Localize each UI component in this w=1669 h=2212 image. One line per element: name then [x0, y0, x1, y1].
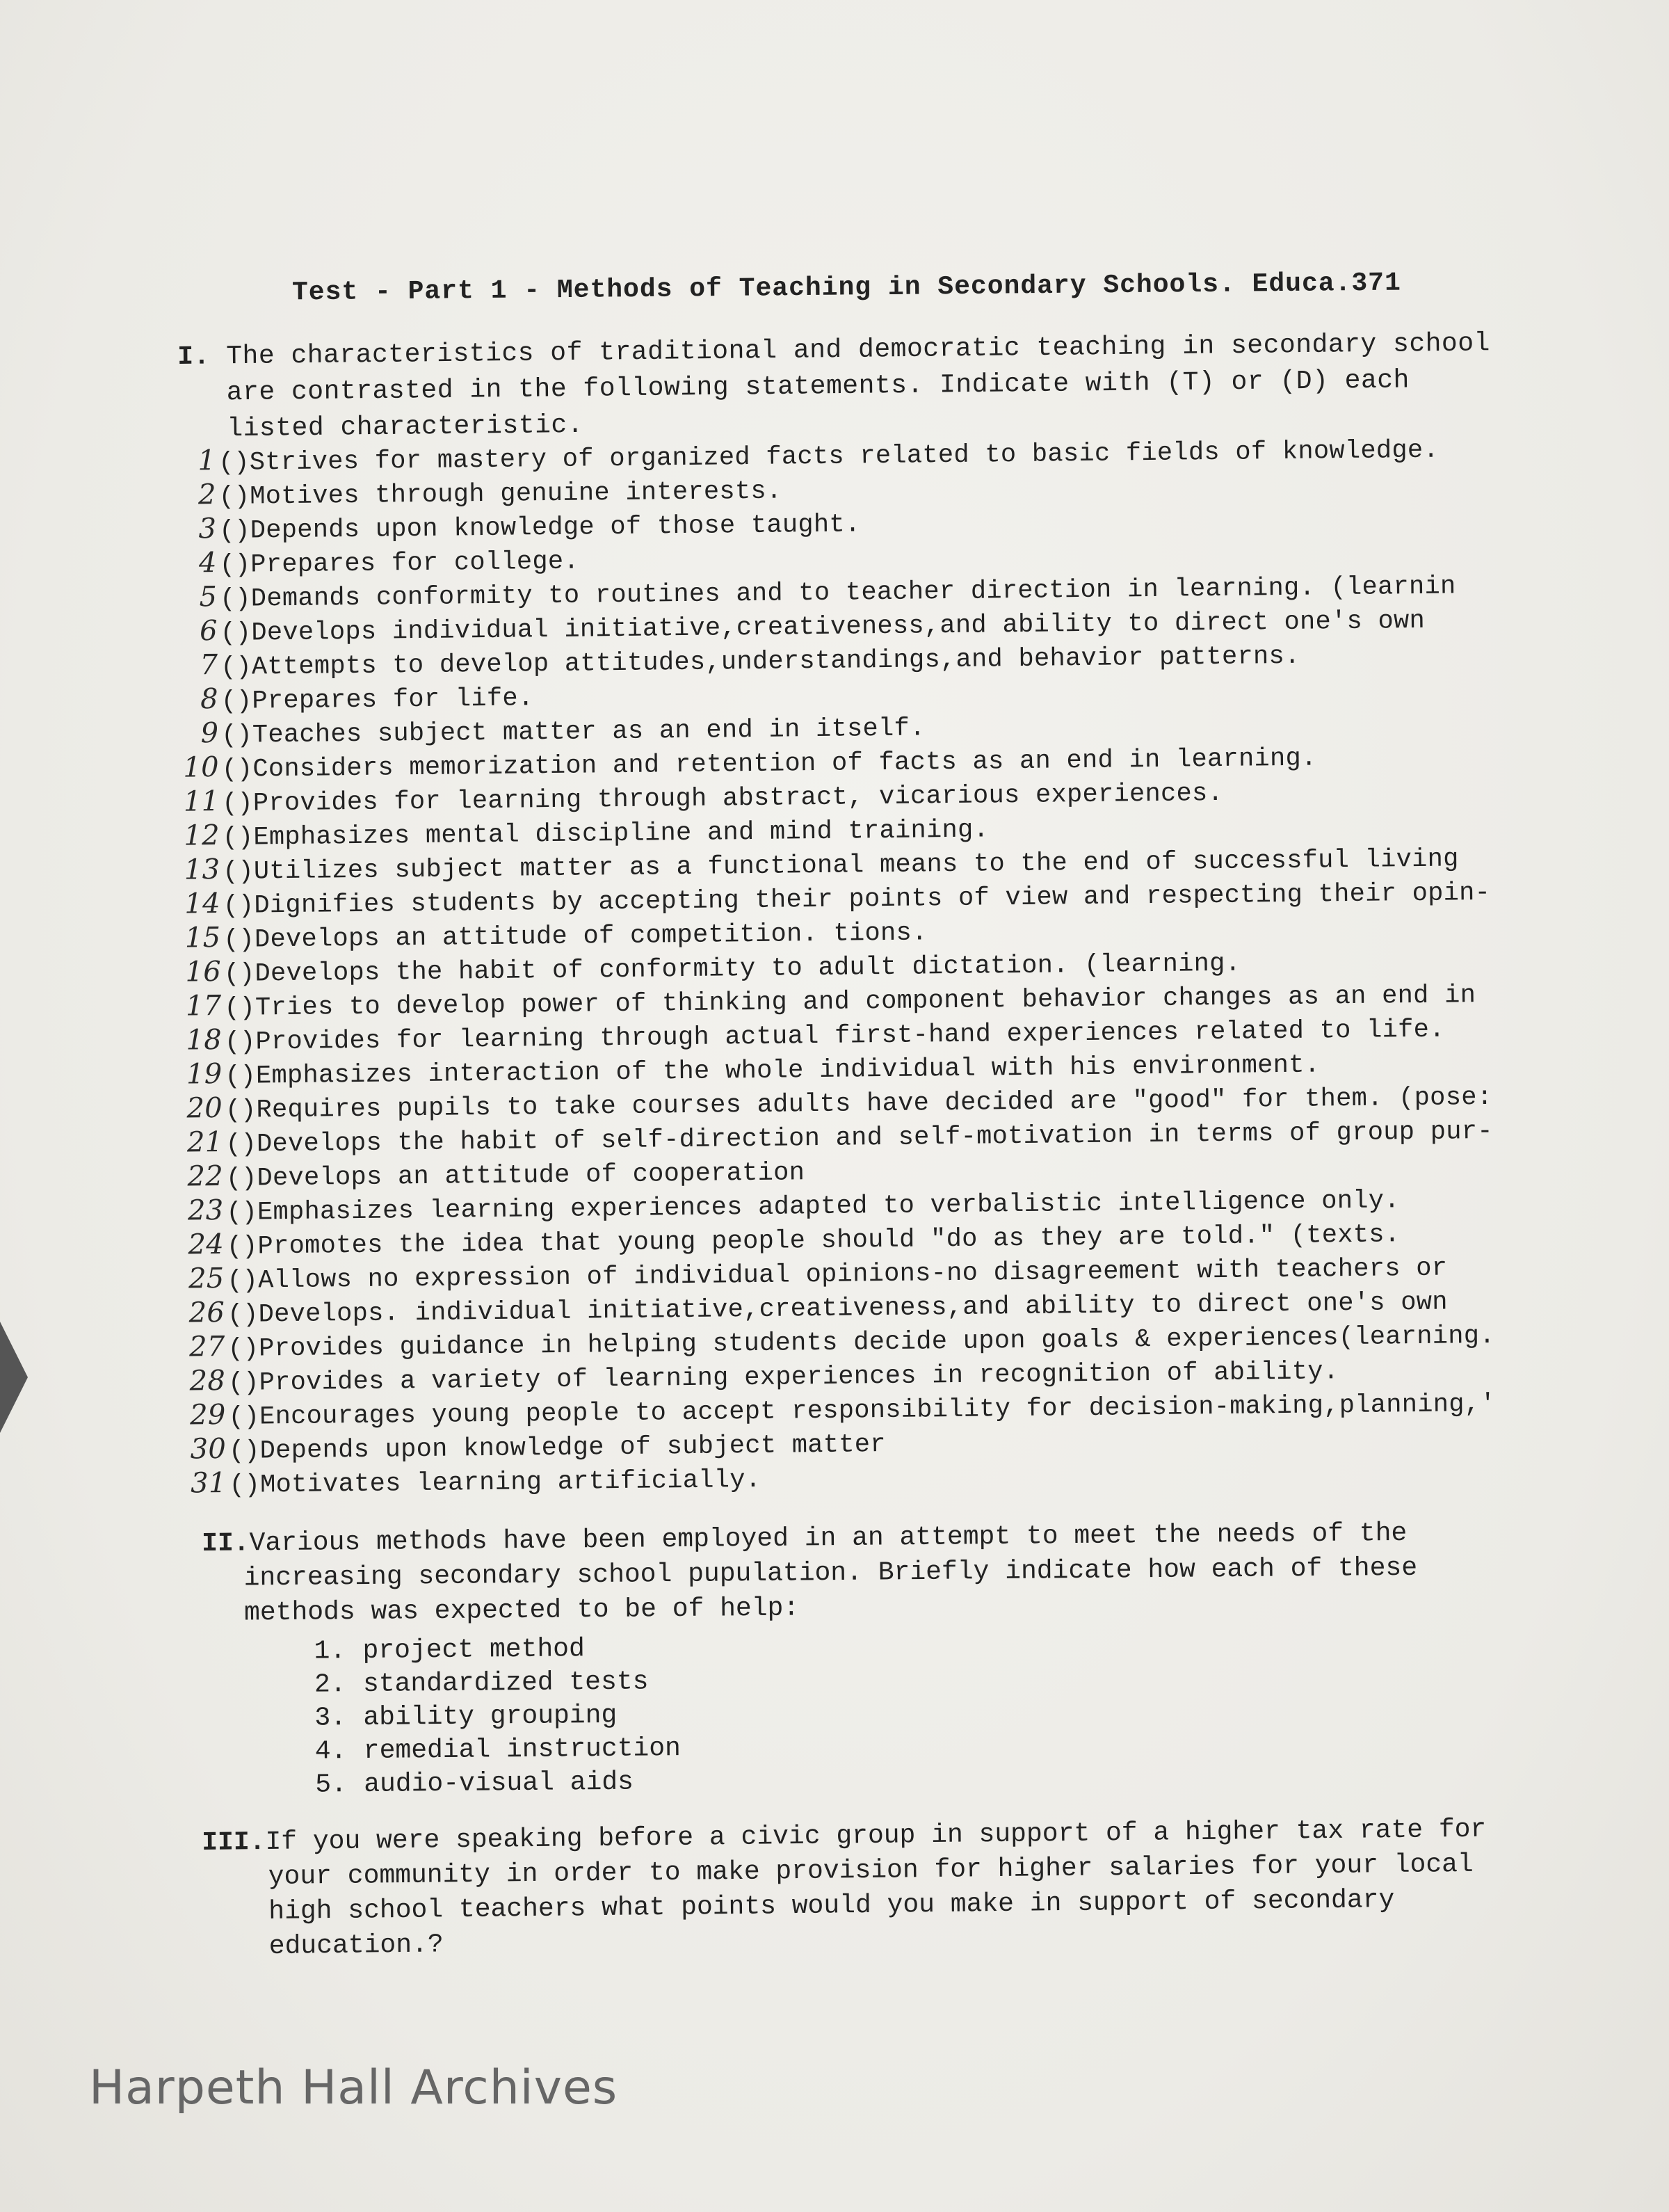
item-text: Develops individual initiative,creativeness,and ability to direct one's own [251, 606, 1426, 648]
answer-blank-close: ) [235, 584, 252, 614]
item-number: 25 [188, 1262, 225, 1295]
answer-blank-close: ) [243, 1334, 259, 1364]
answer-blank-close: ) [234, 516, 251, 546]
section-3-line-2: your community in order to make provision for higher salaries for your local [268, 1849, 1474, 1892]
item-number: 17 [185, 990, 222, 1023]
answer-blank-close: ) [243, 1402, 260, 1432]
answer-blank-close: ) [237, 823, 254, 853]
answer-blank-close: ) [239, 993, 256, 1023]
answer-blank-close: ) [234, 448, 250, 478]
item-text: Allows no expression of individual opinions-no disagreement with teachers or [257, 1253, 1448, 1296]
item-text: Depends upon knowledge of those taught. [250, 510, 861, 546]
item-number: 21 [186, 1126, 223, 1159]
item-text: Provides a variety of learning experiences in recognition of ability. [259, 1357, 1339, 1398]
section-3-line-1: If you were speaking before a civic group in support of a higher tax rate for [265, 1814, 1487, 1858]
item-number: 3 [198, 513, 217, 545]
answer-blank: ( [225, 1061, 241, 1091]
item-number: 2 [197, 479, 216, 511]
instructions-line-1: The characteristics of traditional and democratic teaching in secondary school [226, 328, 1491, 372]
answer-blank: ( [220, 584, 236, 615]
item-number: 22 [187, 1160, 224, 1193]
answer-blank: ( [218, 482, 235, 513]
method-text: project method [362, 1634, 586, 1666]
answer-blank: ( [223, 925, 240, 955]
answer-blank: ( [228, 1402, 245, 1432]
answer-blank: ( [225, 1130, 242, 1160]
item-text: Promotes the idea that young people should "do as they are told." (texts. [257, 1220, 1401, 1262]
answer-blank-close: ) [235, 618, 252, 648]
answer-blank-close: ) [244, 1470, 261, 1500]
answer-blank-close: ) [236, 755, 253, 785]
item-text: Prepares for life. [252, 684, 534, 716]
item-number: 30 [190, 1432, 227, 1466]
section-2-line-2: increasing secondary school pupulation. Briefly indicate how each of these [243, 1553, 1418, 1594]
answer-blank: ( [221, 721, 238, 751]
item-number: 27 [188, 1330, 225, 1363]
answer-blank: ( [227, 1300, 243, 1330]
section-2 [202, 1515, 1525, 1802]
answer-blank-close: ) [238, 891, 255, 921]
item-number: 28 [189, 1364, 226, 1397]
method-number: 4. [314, 1736, 347, 1767]
answer-blank-close: ) [234, 550, 251, 580]
item-text: Develops an attitude of competition. tions. [254, 918, 928, 955]
test-title: Test - Part 1 - Methods of Teaching in Secondary Schools. Educa.371 [291, 268, 1402, 308]
method-number: 1. [314, 1636, 346, 1667]
item-number: 31 [190, 1466, 227, 1500]
answer-blank: ( [226, 1198, 243, 1228]
item-text: Provides guidance in helping students decide upon goals & experiences(learning. [258, 1321, 1496, 1364]
answer-blank: ( [224, 993, 241, 1023]
item-number: 10 [183, 751, 220, 784]
section-3-line-4: education.? [268, 1930, 444, 1962]
answer-blank: ( [228, 1436, 245, 1466]
answer-blank: ( [219, 516, 236, 547]
answer-blank: ( [218, 448, 235, 479]
answer-blank-close: ) [242, 1266, 259, 1296]
answer-blank: ( [226, 1232, 243, 1262]
answer-blank-close: ) [240, 1061, 257, 1091]
answer-blank-close: ) [242, 1300, 259, 1330]
item-text: Encourages young people to accept responsibility for decision-making,planning,' [259, 1389, 1497, 1432]
item-number: 29 [189, 1398, 226, 1432]
answer-blank: ( [222, 823, 239, 853]
item-number: 15 [184, 922, 221, 954]
answer-blank: ( [221, 755, 238, 785]
item-text: Emphasizes interaction of the whole individual with his environment. [255, 1050, 1321, 1091]
item-number: 11 [183, 785, 220, 818]
answer-blank: ( [225, 1164, 242, 1194]
item-number: 8 [200, 683, 219, 716]
answer-blank-close: ) [243, 1436, 260, 1466]
answer-blank-close: ) [234, 482, 250, 512]
section-3-numeral: III. [202, 1827, 266, 1858]
item-text: Demands conformity to routines and to teacher direction in learning. (learnin [250, 572, 1456, 614]
answer-blank: ( [227, 1368, 244, 1398]
item-text: Provides for learning through abstract, vicarious experiences. [252, 778, 1224, 819]
characteristics-list [153, 431, 1583, 1502]
answer-blank: ( [224, 1027, 241, 1057]
method-text: remedial instruction [363, 1733, 682, 1766]
answer-blank-close: ) [236, 721, 253, 751]
section-1-instructions [177, 325, 1570, 448]
item-number: 18 [186, 1024, 223, 1057]
item-text: Motives through genuine interests. [250, 476, 782, 512]
answer-blank-close: ) [239, 1027, 256, 1057]
item-text: Attempts to develop attitudes,understandings,and behavior patterns. [251, 641, 1300, 682]
section-3 [202, 1811, 1566, 1965]
answer-blank-close: ) [236, 687, 252, 716]
answer-blank: ( [220, 687, 237, 716]
answer-blank-close: ) [237, 789, 254, 819]
item-number: 14 [184, 888, 221, 920]
page-edge-mark [0, 1322, 28, 1433]
answer-blank-close: ) [239, 925, 255, 955]
item-number: 5 [199, 581, 218, 614]
item-number: 19 [186, 1058, 223, 1091]
answer-blank: ( [220, 618, 236, 648]
item-number: 24 [188, 1228, 225, 1261]
item-number: 16 [185, 956, 222, 988]
item-text: Emphasizes learning experiences adapted to verbalistic intelligence only. [257, 1186, 1400, 1228]
answer-blank: ( [229, 1470, 245, 1500]
item-number: 20 [186, 1092, 223, 1125]
archive-watermark: Harpeth Hall Archives [89, 2060, 618, 2115]
item-text: Requires pupils to take courses adults have decided are "good" for them. (pose: [256, 1082, 1493, 1125]
item-number: 13 [184, 853, 220, 886]
item-number: 4 [198, 547, 218, 579]
item-number: 9 [200, 717, 219, 750]
item-text: Considers memorization and retention of facts as an end in learning. [252, 744, 1317, 785]
answer-blank: ( [223, 857, 239, 887]
answer-blank: ( [227, 1266, 243, 1296]
item-text: Strives for mastery of organized facts related to basic fields of knowledge. [249, 435, 1440, 478]
item-text: Prepares for college. [250, 547, 580, 580]
item-number: 7 [200, 649, 218, 682]
item-number: 12 [184, 819, 220, 852]
answer-blank: ( [223, 891, 239, 921]
section-2-line-1: Various methods have been employed in an attempt to meet the needs of the [249, 1518, 1408, 1559]
methods-list [202, 1624, 1525, 1802]
item-number: 23 [187, 1194, 224, 1227]
instructions-line-3: listed characteristic. [227, 410, 584, 444]
instructions-line-2: are contrasted in the following statements. Indicate with (T) or (D) each [226, 365, 1410, 408]
section-2-line-3: methods was expected to be of help: [243, 1593, 800, 1628]
item-text: Provides for learning through actual first-hand experiences related to life. [255, 1015, 1445, 1057]
item-number: 26 [188, 1296, 225, 1329]
item-text: Develops. individual initiative,creativeness,and ability to direct one's own [258, 1288, 1449, 1330]
method-number: 3. [314, 1703, 347, 1733]
item-text: Tries to develop power of thinking and component behavior changes as an end in [255, 981, 1476, 1023]
answer-blank: ( [220, 652, 237, 682]
item-text: Emphasizes mental discipline and mind training. [253, 815, 990, 853]
item-text: Teaches subject matter as an end in itself. [252, 714, 926, 751]
method-text: ability grouping [363, 1700, 618, 1733]
answer-blank-close: ) [243, 1368, 259, 1398]
answer-blank-close: ) [238, 857, 255, 887]
method-text: standardized tests [362, 1667, 649, 1699]
item-text: Develops an attitude of cooperation [257, 1158, 805, 1194]
answer-blank-close: ) [241, 1130, 257, 1160]
answer-blank-close: ) [241, 1232, 258, 1262]
answer-blank: ( [223, 959, 240, 989]
item-number: 1 [197, 444, 216, 477]
answer-blank-close: ) [241, 1164, 257, 1194]
item-text: Depends upon knowledge of subject matter [259, 1430, 886, 1466]
item-text: Utilizes subject matter as a functional means to the end of successful living [253, 844, 1459, 887]
answer-blank-close: ) [241, 1198, 258, 1228]
answer-blank: ( [222, 789, 239, 819]
answer-blank-close: ) [240, 1096, 257, 1125]
section-3-line-3: high school teachers what points would you make in support of secondary [268, 1885, 1395, 1927]
answer-blank-close: ) [239, 959, 255, 989]
answer-blank-close: ) [236, 652, 252, 682]
item-text: Motivates learning artificially. [259, 1465, 761, 1500]
answer-blank: ( [227, 1334, 244, 1364]
method-text: audio-visual aids [364, 1767, 634, 1800]
item-text: Dignifies students by accepting their points of view and respecting their opin- [254, 878, 1491, 921]
section-2-numeral: II. [202, 1528, 250, 1559]
answer-blank: ( [219, 550, 236, 581]
section-1-numeral: I. [177, 342, 211, 372]
method-number: 2. [314, 1669, 346, 1700]
method-number: 5. [315, 1770, 348, 1800]
answer-blank: ( [225, 1096, 241, 1125]
item-text: Develops the habit of conformity to adult dictation. (learning. [255, 949, 1241, 989]
item-number: 6 [199, 615, 218, 648]
item-text: Develops the habit of self-direction and self-motivation in terms of group pur- [256, 1116, 1493, 1160]
